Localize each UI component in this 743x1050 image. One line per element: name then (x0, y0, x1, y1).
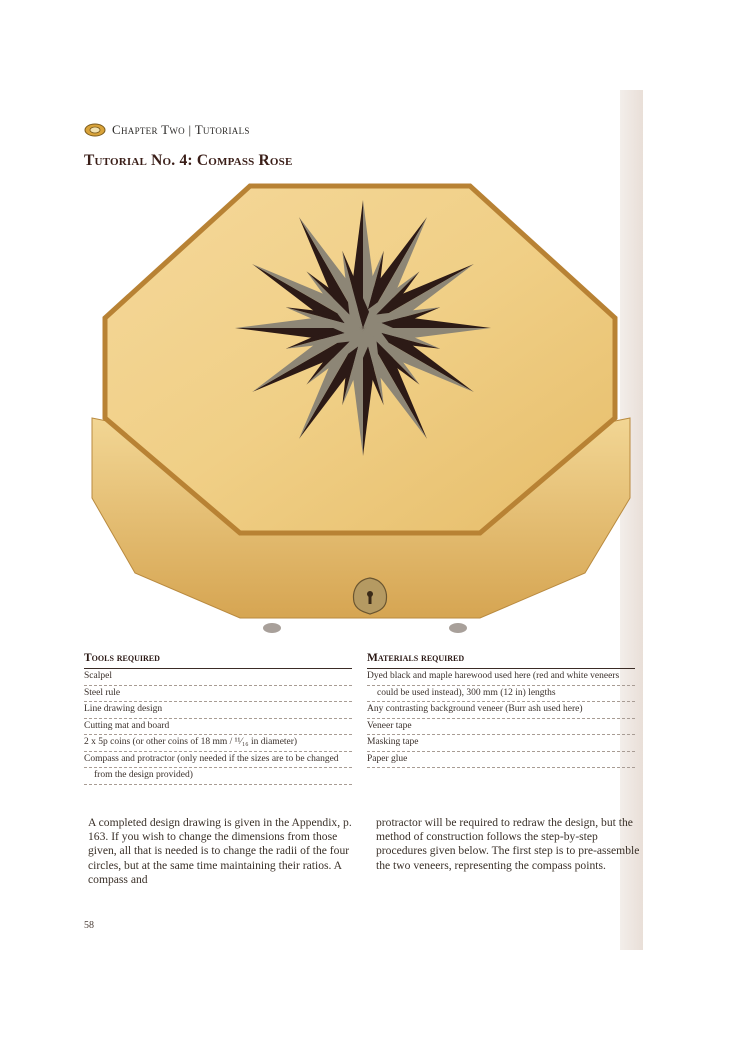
list-item: Line drawing design (84, 702, 352, 719)
list-item: Compass and protractor (only needed if the sizes are to be changed (84, 752, 352, 769)
page-number: 58 (84, 920, 94, 931)
body-paragraph-left: A completed design drawing is given in the Appendix, p. 163. If you wish to change the dimensions from those given, all that is needed is to change the radii of the four circles, but at the same time maintaining their ratios. A compass and (88, 816, 352, 886)
list-item: Dyed black and maple harewood used here (red and white veneers (367, 669, 635, 686)
materials-heading: Materials required (367, 652, 635, 669)
list-item: Scalpel (84, 669, 352, 686)
list-item: Steel rule (84, 686, 352, 703)
list-item-continuation: could be used instead), 300 mm (12 in) lengths (377, 687, 556, 698)
list-item (367, 686, 635, 703)
list-item: Cutting mat and board (84, 719, 352, 736)
chapter-header (84, 120, 250, 140)
list-item-continuation: from the design provided) (94, 770, 193, 780)
chapter-emblem-icon (84, 123, 106, 137)
materials-required-list (367, 652, 635, 768)
list-item (84, 768, 352, 785)
list-item: Any contrasting background veneer (Burr ash used here) (367, 702, 635, 719)
list-item: 2 x 5p coins (or other coins of 18 mm / ¹¹⁄₁₆ in diameter) (84, 735, 352, 752)
body-paragraph-right: protractor will be required to redraw the design, but the method of construction follows the step-by-step procedures given below. The first step is to pre-assemble the two veneers, representing the compass points. (376, 816, 640, 872)
tools-required-list (84, 652, 352, 785)
box-foot (263, 623, 281, 633)
lock-escutcheon-icon (354, 578, 387, 614)
compass-rose-box-photo (80, 178, 640, 638)
box-foot (449, 623, 467, 633)
page-title: Tutorial No. 4: Compass Rose (84, 152, 293, 169)
list-item: Veneer tape (367, 719, 635, 736)
list-item: Masking tape (367, 735, 635, 752)
tools-heading: Tools required (84, 652, 352, 669)
chapter-label: Chapter Two | Tutorials (112, 122, 250, 137)
list-item: Paper glue (367, 752, 635, 769)
